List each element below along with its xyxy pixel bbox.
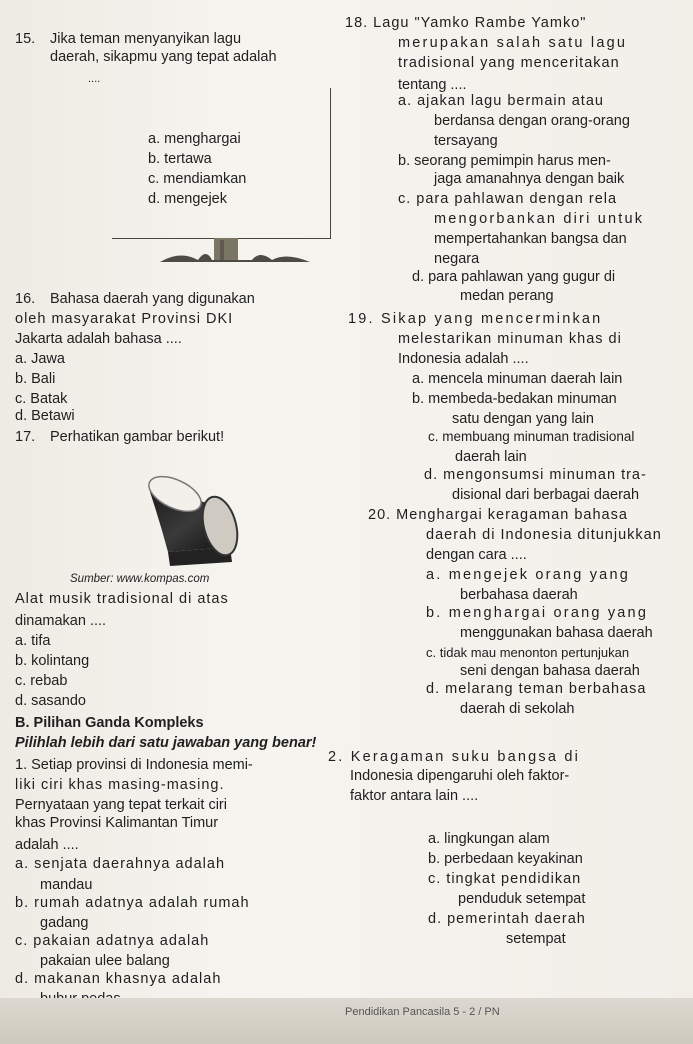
- q19-line-2: melestarikan minuman khas di: [398, 331, 622, 347]
- q20-line-2: daerah di Indonesia ditunjukkan: [426, 527, 662, 543]
- b2-option-a: a. lingkungan alam: [428, 831, 550, 847]
- q16-option-a: a. Jawa: [15, 351, 65, 367]
- b2-option-c-line-2: penduduk setempat: [458, 891, 586, 907]
- b1-option-c-line-2: pakaian ulee balang: [40, 953, 170, 969]
- q18-option-d-line-2: medan perang: [460, 288, 554, 304]
- b2-option-b: b. perbedaan keyakinan: [428, 851, 583, 867]
- q15-option-d: d. mengejek: [148, 191, 227, 207]
- page-footer-band: [0, 998, 693, 1044]
- q15-option-b: b. tertawa: [148, 151, 212, 167]
- q18-line-1: 18. Lagu "Yamko Rambe Yamko": [345, 15, 587, 31]
- q16-line-3: Jakarta adalah bahasa ....: [15, 331, 182, 347]
- q19-option-a: a. mencela minuman daerah lain: [412, 371, 623, 387]
- q20-option-d-line-2: daerah di sekolah: [460, 701, 575, 717]
- q20-option-c-line-2: seni dengan bahasa daerah: [460, 663, 640, 679]
- q18-option-a-line-1: a. ajakan lagu bermain atau: [398, 93, 604, 109]
- q17-option-a: a. tifa: [15, 633, 51, 649]
- b2-option-c-line-1: c. tingkat pendidikan: [428, 871, 582, 887]
- q17-image-source: Sumber: www.kompas.com: [70, 573, 210, 585]
- b1-option-b-line-1: b. rumah adatnya adalah rumah: [15, 895, 250, 911]
- q17-option-d: d. sasando: [15, 693, 86, 709]
- q18-option-d-line-1: d. para pahlawan yang gugur di: [412, 269, 616, 285]
- b1-line-5: adalah ....: [15, 837, 79, 853]
- q20-option-b-line-2: menggunakan bahasa daerah: [460, 625, 653, 641]
- q16-line-2: oleh masyarakat Provinsi DKI: [15, 311, 234, 327]
- b1-option-b-line-2: gadang: [40, 915, 89, 931]
- b1-option-a-line-1: a. senjata daerahnya adalah: [15, 856, 226, 872]
- q17-line-3: dinamakan ....: [15, 613, 107, 629]
- q17-number: 17.: [15, 429, 36, 445]
- q20-option-a-line-1: a. mengejek orang yang: [426, 567, 630, 583]
- b2-option-d-line-2: setempat: [506, 931, 566, 947]
- q16-number: 16.: [15, 291, 36, 307]
- q17-line-2: Alat musik tradisional di atas: [15, 591, 229, 607]
- b2-option-d-line-1: d. pemerintah daerah: [428, 911, 586, 927]
- q15-line-3: ....: [88, 73, 101, 85]
- q18-option-b-line-1: b. seorang pemimpin harus men-: [398, 153, 611, 169]
- page-footer: Pendidikan Pancasila 5 - 2 / PN: [345, 1006, 500, 1018]
- b1-line-3: Pernyataan yang tepat terkait ciri: [15, 797, 227, 813]
- q19-option-d-line-2: disional dari berbagai daerah: [452, 487, 640, 503]
- b2-line-3: faktor antara lain ....: [350, 788, 479, 804]
- q19-line-3: Indonesia adalah ....: [398, 351, 529, 367]
- b1-line-4: khas Provinsi Kalimantan Timur: [15, 815, 219, 831]
- q18-line-4: tentang ....: [398, 77, 467, 93]
- grass-illustration: [160, 238, 310, 264]
- b1-option-d-line-1: d. makanan khasnya adalah: [15, 971, 222, 987]
- q16-option-d: d. Betawi: [15, 408, 75, 424]
- q15-line-1: Jika teman menyanyikan lagu: [50, 31, 242, 47]
- q18-line-2: merupakan salah satu lagu: [398, 35, 628, 51]
- q16-option-c: c. Batak: [15, 391, 68, 407]
- q18-option-c-line-4: negara: [434, 251, 480, 267]
- q19-option-b-line-2: satu dengan yang lain: [452, 411, 594, 427]
- q20-option-b-line-1: b. menghargai orang yang: [426, 605, 649, 621]
- section-b-instruction: Pilihlah lebih dari satu jawaban yang benar!: [15, 735, 317, 751]
- q17-option-b: b. kolintang: [15, 653, 90, 669]
- q20-line-1: 20. Menghargai keragaman bahasa: [368, 507, 628, 523]
- q18-option-b-line-2: jaga amanahnya dengan baik: [434, 171, 625, 187]
- q19-line-1: 19. Sikap yang mencerminkan: [348, 311, 603, 327]
- q17-line-1: Perhatikan gambar berikut!: [50, 429, 225, 445]
- q20-option-d-line-1: d. melarang teman berbahasa: [426, 681, 647, 697]
- q15-option-c: c. mendiamkan: [148, 171, 247, 187]
- q18-option-c-line-1: c. para pahlawan dengan rela: [398, 191, 618, 207]
- q20-line-3: dengan cara ....: [426, 547, 527, 563]
- drum-image: [120, 452, 290, 572]
- q17-option-c: c. rebab: [15, 673, 68, 689]
- b1-line-2: liki ciri khas masing-masing.: [15, 777, 225, 793]
- q19-option-b-line-1: b. membeda-bedakan minuman: [412, 391, 617, 407]
- q20-option-a-line-2: berbahasa daerah: [460, 587, 578, 603]
- q16-option-b: b. Bali: [15, 371, 56, 387]
- q19-option-d-line-1: d. mengonsumsi minuman tra-: [424, 467, 647, 483]
- q19-option-c-line-2: daerah lain: [455, 449, 527, 465]
- b1-option-a-line-2: mandau: [40, 877, 93, 893]
- q15-option-a: a. menghargai: [148, 131, 241, 147]
- q18-option-c-line-3: mempertahankan bangsa dan: [434, 231, 627, 247]
- q15-image-frame: [112, 88, 331, 239]
- q18-option-c-line-2: mengorbankan diri untuk: [434, 211, 645, 227]
- q18-option-a-line-3: tersayang: [434, 133, 498, 149]
- q16-line-1: Bahasa daerah yang digunakan: [50, 291, 255, 307]
- q18-option-a-line-2: berdansa dengan orang-orang: [434, 113, 630, 129]
- q15-line-2: daerah, sikapmu yang tepat adalah: [50, 49, 277, 65]
- section-b-title: B. Pilihan Ganda Kompleks: [15, 715, 204, 731]
- b1-option-c-line-1: c. pakaian adatnya adalah: [15, 933, 210, 949]
- b2-line-1: 2. Keragaman suku bangsa di: [328, 749, 581, 765]
- q15-number: 15.: [15, 31, 36, 47]
- q19-option-c-line-1: c. membuang minuman tradisional: [428, 429, 635, 444]
- q20-option-c-line-1: c. tidak mau menonton pertunjukan: [426, 645, 630, 660]
- b1-line-1: 1. Setiap provinsi di Indonesia memi-: [15, 757, 253, 773]
- b2-line-2: Indonesia dipengaruhi oleh faktor-: [350, 768, 570, 784]
- q18-line-3: tradisional yang menceritakan: [398, 55, 620, 71]
